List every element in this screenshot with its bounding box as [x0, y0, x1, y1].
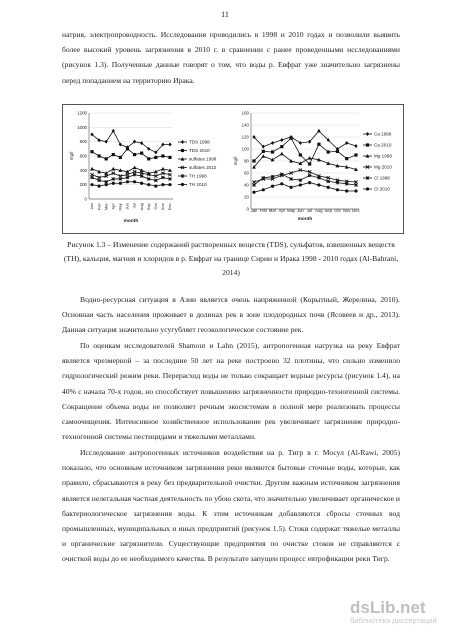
x-tick-label: Jun — [124, 203, 130, 210]
data-point — [308, 156, 312, 160]
data-point — [327, 180, 330, 183]
data-point — [126, 147, 129, 150]
data-point — [308, 162, 311, 165]
data-point — [280, 138, 283, 142]
paragraph-3: Исследование антропогенных источников воздействия на р. Тигр в г. Мосул (Al-Rawi, 2005) показало, что основным источником загрязнения реки являются бытовые сточные воды, которые, как правило, сбрасываются в реку без предварительной очистки. Другим важным источником загрязнения является нелегальная частная деятельность по убою скота, что значительно увеличивает органическое и бактериологическое загрязнения воды. К этим источникам добавляются сбросы сточных вод промышленных, муниципальных и иных предприятий (рисунок 1.5). Стоки содержат тяжелые металлы и органические загрязнители. Существующие предприятия по очистке стоков не справляются с очисткой воды до ее необходимого качества. В результате запущен процесс евтрофикации реки Тигр. — [62, 448, 400, 564]
x-tick-label: Mar — [268, 208, 277, 213]
legend-marker — [366, 187, 369, 190]
data-point — [168, 143, 171, 147]
x-tick-label: May — [117, 203, 123, 211]
data-point — [345, 141, 348, 145]
x-tick-label: Jul — [131, 203, 137, 209]
data-point — [317, 183, 320, 186]
legend-label: Mg 2010 — [374, 164, 392, 170]
x-tick-label: Sep — [145, 203, 151, 211]
data-point — [299, 183, 302, 186]
watermark-logo: dsLib.net — [350, 598, 426, 617]
data-point — [299, 153, 302, 156]
data-point — [168, 183, 171, 186]
data-point — [345, 157, 348, 160]
data-point — [280, 173, 283, 176]
y-tick-label: 200 — [79, 182, 87, 188]
series-line — [92, 175, 170, 182]
data-point — [147, 157, 150, 160]
data-point — [271, 141, 274, 145]
data-point — [336, 150, 339, 153]
data-point — [140, 152, 143, 155]
watermark — [350, 598, 448, 634]
data-point — [308, 181, 311, 184]
data-point — [133, 180, 136, 183]
data-point — [119, 177, 122, 180]
legend-label: Cl 2010 — [374, 186, 390, 192]
data-point — [262, 188, 265, 191]
data-point — [262, 176, 265, 179]
data-point — [154, 185, 157, 188]
legend-marker — [181, 183, 184, 186]
data-point — [299, 179, 302, 182]
legend-label: TDS 1998 — [189, 139, 210, 145]
data-point — [354, 189, 357, 192]
x-axis-label: month — [123, 219, 139, 224]
x-tick-label: Nov — [343, 208, 351, 213]
y-tick-label: 800 — [79, 139, 87, 145]
data-point — [161, 183, 164, 186]
y-tick-label: 600 — [79, 153, 87, 159]
data-point — [112, 153, 115, 156]
y-tick-label: 80 — [244, 158, 249, 164]
data-point — [354, 183, 357, 186]
legend-marker — [366, 176, 369, 179]
data-point — [105, 183, 108, 186]
data-point — [126, 176, 129, 179]
x-tick-label: Dec — [167, 203, 173, 211]
data-point — [133, 165, 137, 169]
data-point — [90, 150, 93, 153]
data-point — [271, 185, 274, 188]
data-point — [154, 179, 157, 182]
data-point — [147, 183, 150, 186]
data-point — [90, 176, 93, 179]
legend-marker — [181, 140, 184, 144]
legend-marker — [181, 149, 184, 152]
data-point — [112, 182, 115, 185]
x-axis-label: month — [297, 217, 313, 222]
data-point — [112, 172, 115, 175]
data-point — [262, 150, 265, 153]
data-point — [289, 186, 292, 189]
x-tick-label: Feb — [259, 208, 267, 213]
figure-caption: Рисунок 1.3 – Изменение содержаний растворенных веществ (TDS), сульфатов, взвешенных веществ (TH), кальция, магния и хлоридов в р. Евфрат на границе Сирии и Ирака 1998 - 2010 годах (Al-Bahrani, 2014) — [63, 240, 399, 277]
data-point — [161, 154, 164, 157]
y-tick-label: 100 — [241, 146, 249, 152]
x-tick-label: Aug — [138, 203, 144, 211]
data-point — [252, 191, 255, 194]
y-tick-label: 0 — [84, 196, 87, 202]
data-point — [126, 180, 129, 183]
x-tick-label: Sep — [324, 208, 332, 213]
data-point — [140, 174, 143, 177]
x-tick-label: Oct — [334, 208, 341, 213]
data-point — [161, 176, 164, 179]
x-tick-label: Aug — [315, 208, 323, 213]
data-point — [147, 177, 150, 180]
watermark-subtitle: библиотека диссертаций — [350, 616, 437, 625]
data-point — [280, 182, 283, 185]
data-point — [345, 189, 348, 192]
y-tick-label: 1200 — [77, 110, 87, 116]
data-point — [97, 179, 100, 182]
y-tick-label: 40 — [244, 182, 249, 188]
paragraph-1: Водно-ресурсная ситуация в Азии является очень напряженной (Корытный, Жерелина, 2010). Основная часть населения проживает в долинах рек в зоне плодородных почв (Ясовеев и др., 2013). Данная ситуация значительно усугубляет геоэкологическое состояние рек. — [62, 295, 400, 335]
data-point — [161, 167, 165, 171]
series-line — [254, 183, 356, 193]
y-axis-label: mg/l — [233, 156, 238, 166]
x-tick-label: Feb — [96, 203, 102, 211]
series-line — [254, 131, 356, 149]
data-point — [354, 153, 357, 156]
x-tick-label: Jan — [250, 208, 258, 213]
series-line — [254, 154, 356, 170]
x-tick-label: Oct — [153, 203, 159, 210]
data-point — [133, 173, 136, 176]
series-line — [92, 149, 170, 159]
data-point — [336, 181, 339, 184]
data-point — [105, 180, 108, 183]
y-tick-label: 120 — [241, 134, 249, 140]
legend-marker — [366, 132, 369, 136]
figure-1-3 — [62, 104, 404, 234]
legend-marker — [181, 174, 184, 177]
legend-label: sulfates 1998 — [189, 156, 217, 162]
x-tick-label: Nov — [160, 203, 166, 211]
data-point — [261, 154, 265, 158]
data-point — [271, 175, 274, 178]
data-point — [345, 182, 348, 185]
data-point — [111, 167, 115, 171]
data-point — [354, 144, 357, 148]
y-tick-label: 60 — [244, 170, 249, 176]
data-point — [105, 157, 108, 160]
data-point — [280, 145, 283, 148]
legend-label: Cl 1998 — [374, 175, 390, 181]
x-tick-label: Jul — [306, 208, 313, 213]
legend-label: Ca 1998 — [374, 131, 392, 137]
data-point — [168, 156, 171, 159]
legend-label: Ca 2010 — [374, 142, 392, 148]
data-point — [90, 183, 93, 186]
x-tick-label: Jan — [89, 203, 95, 210]
series-line — [92, 182, 170, 186]
data-point — [299, 141, 302, 145]
y-tick-label: 400 — [79, 167, 87, 173]
data-point — [271, 150, 274, 153]
data-point — [119, 182, 122, 185]
data-point — [252, 183, 255, 186]
page-number: 11 — [221, 10, 229, 19]
data-point — [252, 159, 255, 162]
data-point — [154, 156, 157, 159]
legend-label: TDS 2010 — [189, 148, 210, 154]
data-point — [327, 186, 330, 189]
data-point — [119, 156, 122, 159]
x-tick-label: Jun — [296, 208, 304, 213]
data-point — [140, 182, 143, 185]
y-tick-label: 0 — [246, 206, 249, 212]
x-tick-label: Apr — [278, 208, 286, 213]
chart-tds-sulfates-th — [67, 108, 229, 226]
x-tick-label: Mar — [103, 203, 109, 211]
legend-marker — [366, 143, 369, 146]
data-point — [317, 176, 320, 179]
data-point — [308, 174, 311, 177]
data-point — [133, 153, 136, 156]
data-point — [168, 177, 171, 180]
data-point — [289, 137, 292, 140]
legend-label: TH 2010 — [189, 182, 207, 188]
chart-ca-mg-cl — [231, 108, 401, 226]
x-tick-label: Dec — [352, 208, 360, 213]
data-point — [97, 154, 100, 157]
y-tick-label: 1000 — [77, 124, 87, 130]
x-tick-label: Apr — [110, 203, 116, 210]
data-point — [289, 177, 292, 180]
paragraph-top: натрия, электропроводность. Исследования проводились в 1998 и 2010 годах и позволили выявить более высокий уровень загрязнения в 2010 г. в сравнении с ранее проведенными исследованиями (рисунок 1.3). Полученные данные говорят о том, что воды р. Евфрат уже значительно загрязнены перед попаданием на территорию Ирака. — [62, 30, 400, 85]
y-tick-label: 20 — [244, 194, 249, 200]
y-tick-label: 140 — [241, 122, 249, 128]
data-point — [280, 152, 284, 156]
data-point — [317, 143, 320, 146]
y-axis-label: mg/l — [69, 151, 74, 161]
y-tick-label: 160 — [241, 110, 249, 116]
data-point — [327, 150, 330, 153]
data-point — [90, 173, 93, 176]
paragraph-2: По оценкам исследователей Shamout и Lahn (2015), антропогенная нагрузка на реку Евфрат является чрезмерной – за последние 50 лет на реке построено 32 плотины, что сильно изменило гидрологический режим реки. Перерасход воды не только сокращает водные ресурсы (рисунок 1.4), на 40% с начала 70-х годов, но способствует повышению загрязненности природно-техногенной системы. Сокращение объема воды не позволяет речным экосистемам в полной мере реализовать процессы самоочищения. Интенсивное хозяйственное использование рек увеличивает загрязнение природно-техногенной системы пестицидами и тяжелыми металлами. — [62, 341, 400, 442]
data-point — [112, 177, 115, 180]
data-point — [90, 167, 94, 171]
data-point — [336, 188, 339, 191]
legend-label: sulfates 2010 — [189, 165, 217, 171]
legend-label: Mg 1998 — [374, 153, 392, 159]
x-tick-label: May — [287, 208, 296, 213]
series-line — [254, 174, 356, 185]
data-point — [97, 185, 100, 188]
series-line — [254, 170, 356, 182]
legend-label: TH 1998 — [189, 173, 207, 179]
